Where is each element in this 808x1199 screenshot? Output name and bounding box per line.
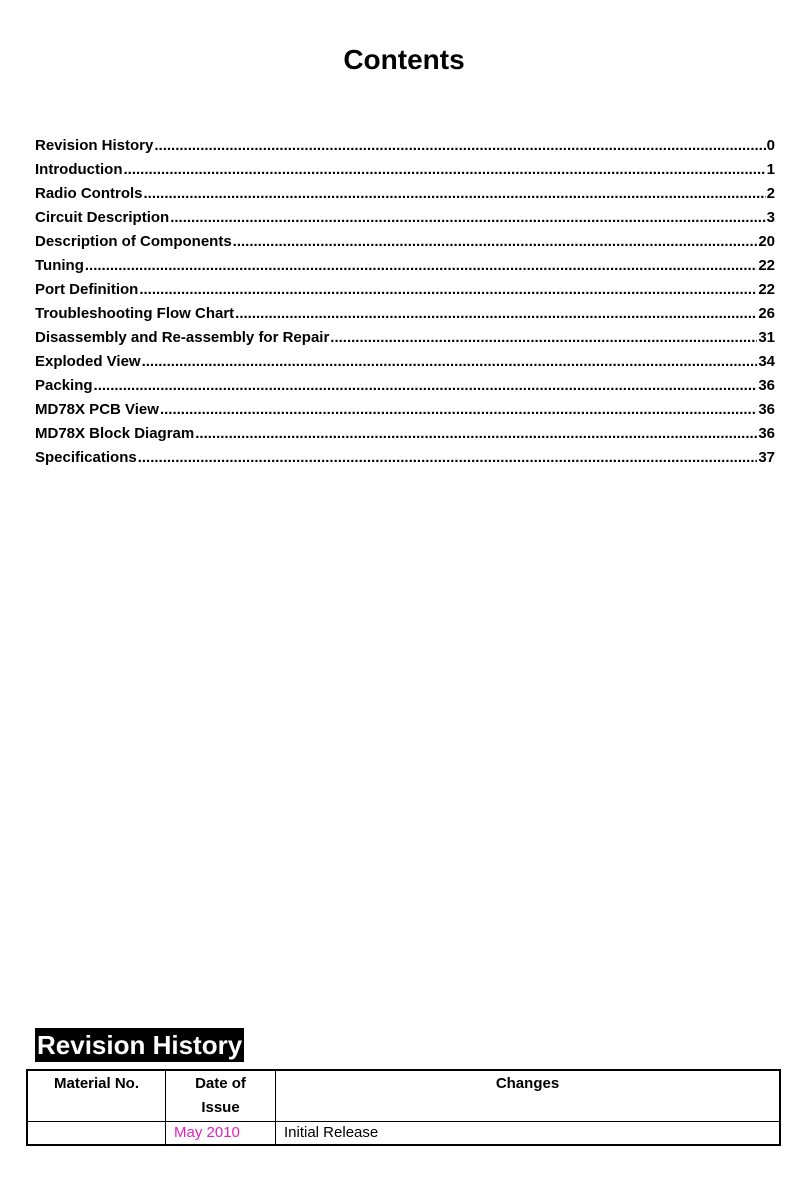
toc-item-troubleshooting-flow-chart[interactable] (35, 302, 775, 326)
toc-leader-dots (139, 278, 757, 302)
toc-leader-dots (94, 374, 758, 398)
toc-leader-dots (85, 254, 757, 278)
toc-item-radio-controls[interactable] (35, 182, 775, 206)
toc-item-label: Description of Components (35, 233, 232, 250)
toc-item-label: Specifications (35, 449, 137, 466)
toc-item-exploded-view[interactable] (35, 350, 775, 374)
toc-item-revision-history[interactable] (35, 134, 775, 158)
toc-leader-dots (170, 206, 765, 230)
toc-item-page: 34 (758, 353, 775, 370)
toc-item-label: Exploded View (35, 353, 141, 370)
toc-leader-dots (154, 134, 765, 158)
toc-item-pcb-view[interactable] (35, 398, 775, 422)
toc-item-packing[interactable] (35, 374, 775, 398)
toc-leader-dots (160, 398, 757, 422)
toc-item-circuit-description[interactable] (35, 206, 775, 230)
toc-item-introduction[interactable] (35, 158, 775, 182)
cell-changes: Initial Release (276, 1122, 781, 1146)
toc-item-page: 22 (758, 281, 775, 298)
toc-item-page: 36 (758, 425, 775, 442)
toc-item-page: 31 (758, 329, 775, 346)
toc-item-label: Introduction (35, 161, 123, 178)
toc-item-label: Packing (35, 377, 93, 394)
cell-date: May 2010 (166, 1122, 276, 1146)
column-header-material-no: Material No. (27, 1070, 166, 1122)
toc-item-page: 3 (766, 209, 775, 226)
toc-item-page: 20 (758, 233, 775, 250)
toc-item-label: Disassembly and Re-assembly for Repair (35, 329, 330, 346)
toc-item-label: Circuit Description (35, 209, 170, 226)
toc-item-label: Port Definition (35, 281, 139, 298)
toc-item-specifications[interactable] (35, 446, 775, 470)
toc-item-label: Tuning (35, 257, 84, 274)
toc-leader-dots (138, 446, 758, 470)
toc-item-label: MD78X PCB View (35, 401, 159, 418)
toc-leader-dots (123, 158, 765, 182)
toc-item-block-diagram[interactable] (35, 422, 775, 446)
toc-item-page: 1 (766, 161, 775, 178)
toc-item-page: 22 (758, 257, 775, 274)
toc-item-description-of-components[interactable] (35, 230, 775, 254)
table-row (27, 1122, 780, 1146)
toc-item-page: 26 (758, 305, 775, 322)
toc-item-tuning[interactable] (35, 254, 775, 278)
revision-history-table (26, 1069, 781, 1146)
toc-item-page: 2 (766, 185, 775, 202)
toc-item-label: Radio Controls (35, 185, 143, 202)
revision-history-heading: Revision History (37, 1030, 243, 1060)
column-header-changes: Changes (276, 1070, 781, 1122)
toc-leader-dots (142, 350, 758, 374)
toc-item-label: Troubleshooting Flow Chart (35, 305, 235, 322)
toc-item-label: Revision History (35, 137, 154, 154)
toc-item-page: 36 (758, 401, 775, 418)
column-header-date-line2: Issue (201, 1099, 240, 1116)
table-header-row (27, 1070, 780, 1122)
toc-leader-dots (235, 302, 757, 326)
toc-item-page: 37 (758, 449, 775, 466)
toc-item-page: 0 (766, 137, 775, 154)
toc-item-page: 36 (758, 377, 775, 394)
column-header-date-of-issue (166, 1070, 276, 1122)
toc-item-port-definition[interactable] (35, 278, 775, 302)
page-title: Contents (343, 44, 465, 75)
toc-leader-dots (233, 230, 758, 254)
toc-item-label: MD78X Block Diagram (35, 425, 195, 442)
table-of-contents (35, 134, 775, 470)
toc-leader-dots (330, 326, 757, 350)
cell-material-no (27, 1122, 166, 1146)
toc-leader-dots (144, 182, 766, 206)
toc-item-disassembly[interactable] (35, 326, 775, 350)
toc-leader-dots (195, 422, 757, 446)
column-header-date-line1: Date of (195, 1075, 246, 1092)
